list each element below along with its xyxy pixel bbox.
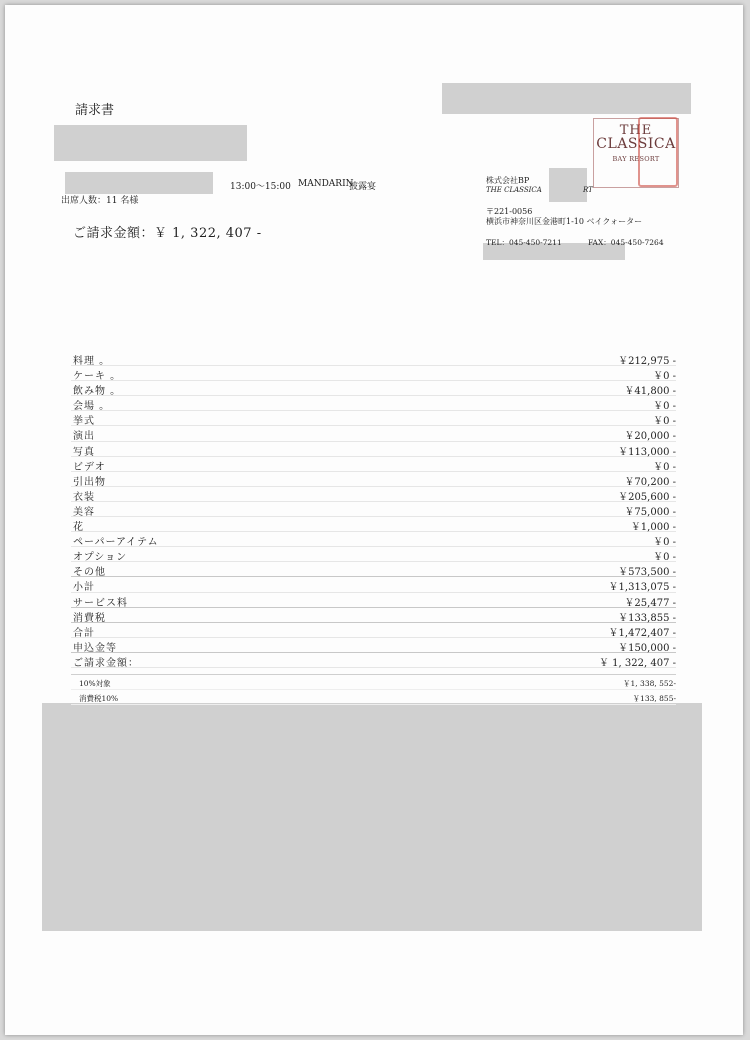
line-item-label: 演出 [73, 431, 95, 443]
tax-row [71, 690, 676, 705]
redacted-company-fragment [549, 168, 587, 202]
redacted-event-date [65, 172, 213, 194]
invoice-line-items [71, 351, 676, 668]
line-item-amount: ￥212,975 - [618, 356, 676, 367]
line-item-amount: ￥133,855 - [618, 612, 676, 624]
line-item-amount: ￥20,000 - [624, 431, 676, 443]
line-item-amount: ￥1,000 - [630, 522, 676, 534]
tax-amount: ￥1, 338, 552- [623, 679, 676, 688]
billing-total-header: ご請求金額：￥ 1, 322, 407 - [73, 226, 262, 241]
line-item-row [71, 426, 676, 441]
line-item-row [71, 457, 676, 472]
line-item-row [71, 502, 676, 517]
line-item-amount: ￥0 - [653, 401, 676, 413]
line-item-row [71, 396, 676, 411]
line-item-label: 料理 。 [73, 356, 111, 367]
line-item-amount: ￥1,313,075 - [608, 582, 676, 594]
line-item-label: その他 [73, 567, 106, 579]
line-item-label: 花 [73, 522, 84, 534]
tax-amount: ￥133, 855- [632, 694, 676, 703]
tax-row [71, 675, 676, 690]
line-item-amount: ￥70,200 - [624, 476, 676, 488]
line-item-row [71, 562, 676, 577]
line-item-row [71, 593, 676, 608]
line-item-amount: ￥0 - [653, 552, 676, 564]
line-item-row [71, 608, 676, 623]
line-item-label: ペーパーアイテム [73, 537, 159, 549]
line-item-row [71, 653, 676, 668]
line-item-row [71, 351, 676, 366]
redacted-customer-name [54, 125, 247, 161]
line-item-row [71, 411, 676, 426]
company-name-en-tail: RT [583, 186, 593, 194]
line-item-label: ビデオ [73, 461, 106, 473]
line-item-row [71, 623, 676, 638]
line-item-amount: ￥1,472,407 - [608, 627, 676, 639]
logo-classica: CLASSICA [596, 136, 676, 152]
line-item-amount: ￥0 - [653, 461, 676, 473]
line-item-row [71, 532, 676, 547]
tax-label: 消費税10% [79, 694, 119, 703]
event-time: 13:00～15:00 [230, 182, 291, 192]
logo-bay-resort: BAY RESORT [612, 155, 660, 163]
line-item-label: 合計 [73, 627, 95, 639]
company-name-en: THE CLASSICA [486, 186, 542, 194]
line-item-label: 引出物 [73, 476, 106, 488]
venue-name: MANDARIN [298, 179, 354, 189]
document-title: 請求書 [75, 103, 115, 118]
line-item-label: 衣装 [73, 491, 95, 503]
line-item-amount: ￥0 - [653, 371, 676, 383]
tax-label: 10%対象 [79, 679, 111, 688]
line-item-amount: ￥205,600 - [618, 491, 676, 503]
line-item-label: サービス料 [73, 597, 128, 609]
company-postal-code: 〒221-0056 [486, 207, 533, 216]
company-tel: TEL：045-450-7211 [486, 238, 562, 247]
line-item-amount: ￥0 - [653, 416, 676, 428]
logo-the: THE [619, 123, 653, 138]
line-item-amount: ￥150,000 - [618, 642, 676, 654]
line-item-label: 美容 [73, 506, 95, 518]
line-item-label: ケーキ 。 [73, 371, 122, 383]
line-item-amount: ￥573,500 - [618, 567, 676, 579]
line-item-label: 会場 。 [73, 401, 111, 413]
line-item-label: オプション [73, 552, 128, 564]
line-item-row [71, 472, 676, 487]
line-item-row [71, 381, 676, 396]
line-item-label: 写真 [73, 446, 95, 458]
tax-breakdown [71, 674, 676, 707]
line-item-label: 挙式 [73, 416, 95, 428]
line-item-label: 申込金等 [73, 642, 117, 654]
line-item-amount: ￥75,000 - [624, 506, 676, 518]
line-item-row [71, 487, 676, 502]
line-item-amount: ￥0 - [653, 537, 676, 549]
line-item-label: 飲み物 。 [73, 386, 122, 398]
line-item-row [71, 442, 676, 457]
company-logo [593, 118, 679, 188]
line-item-label: ご請求金額： [73, 657, 139, 669]
line-item-row [71, 366, 676, 381]
line-item-row [71, 638, 676, 653]
line-item-row [71, 547, 676, 562]
event-type: 披露宴 [349, 182, 377, 192]
line-item-amount: ￥ 1, 322, 407 - [599, 657, 676, 669]
attendee-count: 出席人数：11 名様 [61, 196, 139, 206]
line-item-label: 消費税 [73, 612, 106, 624]
line-item-amount: ￥25,477 - [624, 597, 676, 609]
redacted-bank-details [42, 703, 702, 931]
line-item-row [71, 577, 676, 592]
company-fax: FAX：045-450-7264 [588, 238, 664, 247]
line-item-amount: ￥113,000 - [618, 446, 676, 458]
line-item-amount: ￥41,800 - [624, 386, 676, 398]
company-name: 株式会社BP [486, 176, 530, 185]
invoice-page [5, 5, 743, 1035]
line-item-row [71, 517, 676, 532]
company-address: 横浜市神奈川区金港町1-10 ベイクォーター [486, 217, 643, 226]
redacted-header-right [442, 83, 691, 114]
line-item-label: 小計 [73, 582, 95, 594]
